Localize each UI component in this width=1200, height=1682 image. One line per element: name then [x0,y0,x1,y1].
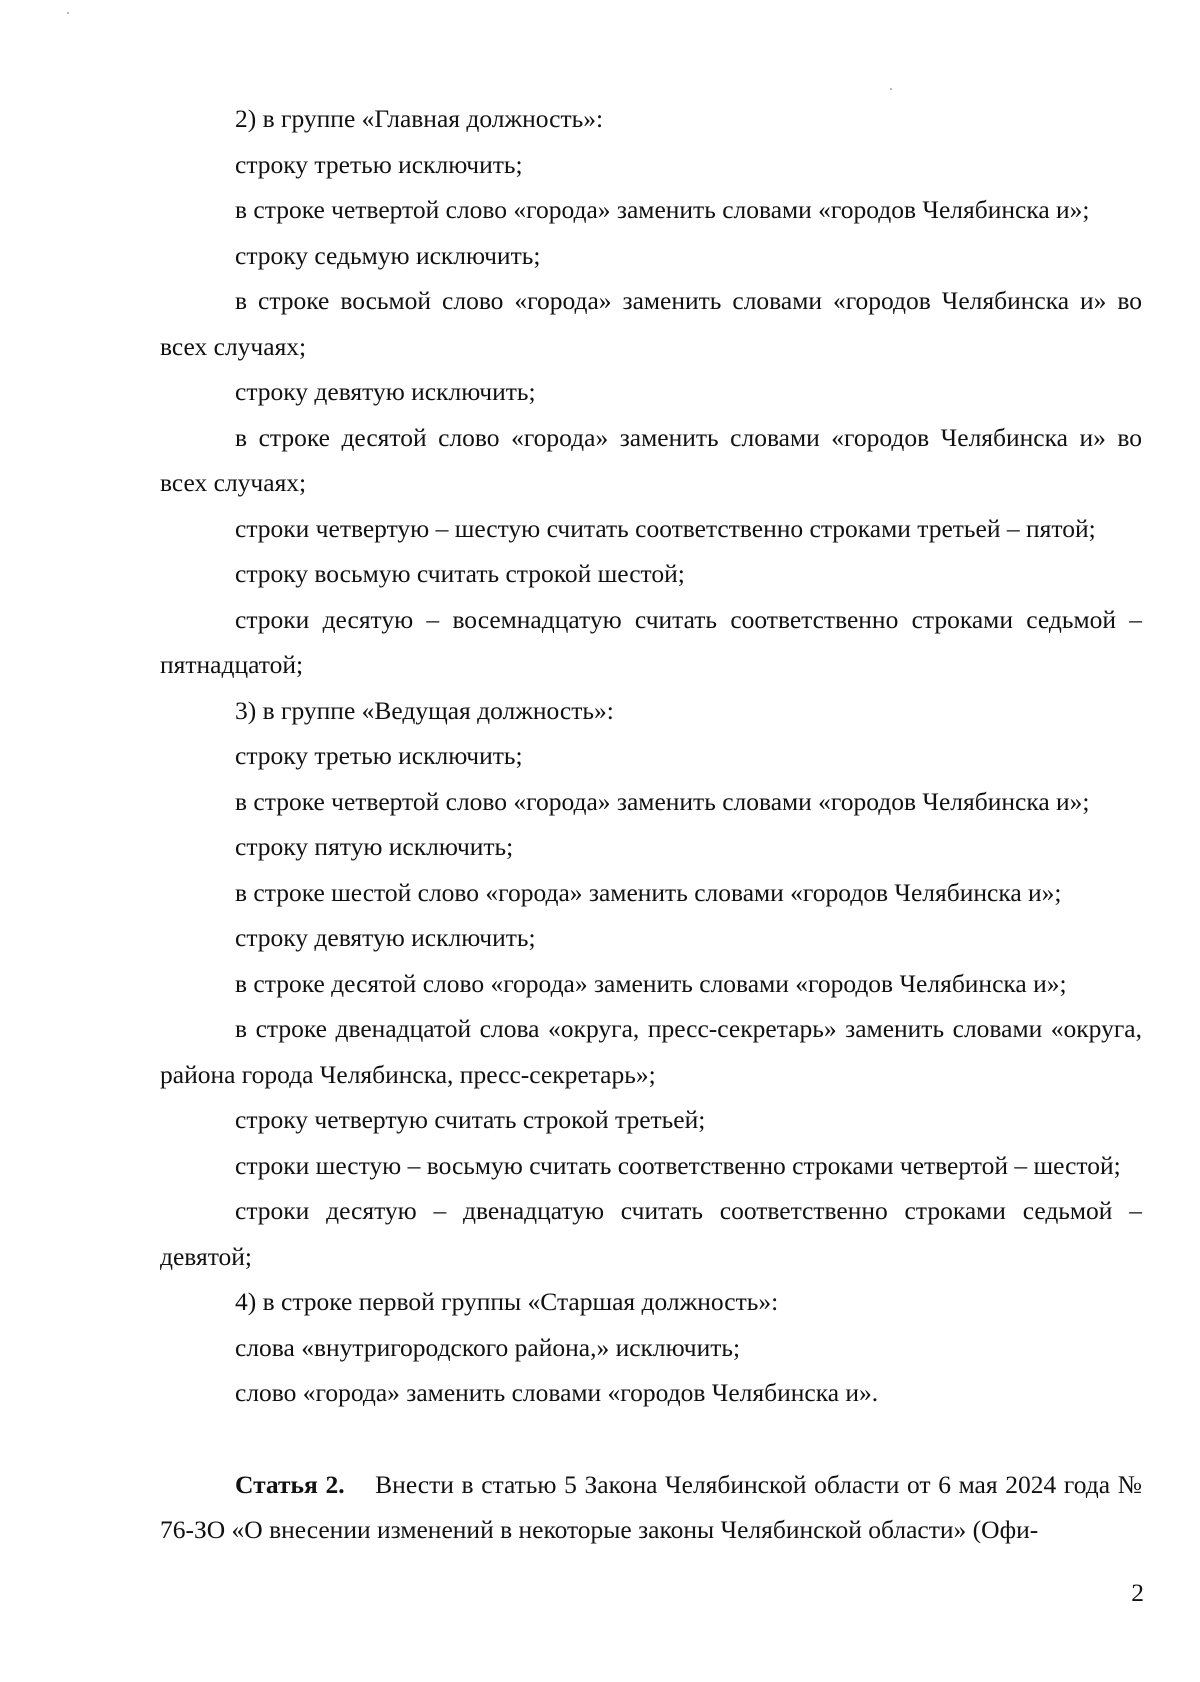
paragraph: строки шестую – восьмую считать соответственно строками четвертой – шестой; [235,1150,1121,1180]
scan-speck [890,88,892,90]
paragraph: в строке двенадцатой слова «округа, пресс-секретарь» заменить словами «округа, района города Челябинска, пресс-секретарь»; [160,1014,1142,1089]
paragraph: строку пятую исключить; [235,832,514,861]
paragraph: слова «внутригородского района,» исключить; [235,1332,741,1362]
page-number: 2 [1131,1578,1144,1607]
paragraph: строки десятую – восемнадцатую считать соответственно строками седьмой – пятнадцатой; [160,604,1142,679]
paragraph: строки четвертую – шестую считать соответственно строками третьей – пятой; [235,513,1096,543]
article-text: Внести в статью 5 Закона Челябинской области от 6 мая 2024 года № 76-ЗО «О внесении изменений в некоторые законы Челябинской области» (Офи- [160,1469,1142,1544]
paragraph: в строке десятой слово «города» заменить словами «городов Челябинска и»; [235,968,1067,998]
paragraph: строку восьмую считать строкой шестой; [235,559,685,588]
paragraph: 3) в группе «Ведущая должность»: [235,695,614,725]
article-label: Статья 2. [235,1469,345,1499]
paragraph: строку девятую исключить; [235,377,536,406]
paragraph: в строке восьмой слово «города» заменить словами «городов Челябинска и» во всех случаях; [160,286,1142,361]
paragraph-spacer [160,1416,1142,1462]
scan-speck [67,12,69,14]
paragraph: слово «города» заменить словами «городов Челябинска и». [235,1378,879,1407]
paragraph: строку четвертую считать строкой третьей; [235,1105,706,1134]
paragraph: в строке десятой слово «города» заменить словами «городов Челябинска и» во всех случаях; [160,422,1142,497]
paragraph: строку третью исключить; [235,149,523,179]
paragraph: строки десятую – двенадцатую считать соответственно строками седьмой – девятой; [160,1196,1142,1271]
article-2 [160,1462,1142,1553]
paragraph: в строке шестой слово «города» заменить словами «городов Челябинска и»; [235,877,1062,907]
article-paragraph [160,1462,1142,1553]
paragraph: строку девятую исключить; [235,923,536,952]
paragraph: 4) в строке первой группы «Старшая должность»: [235,1287,779,1316]
paragraph: в строке четвертой слово «города» заменить словами «городов Челябинска и»; [235,195,1090,224]
paragraph: строку третью исключить; [235,741,523,770]
paragraph: в строке четвертой слово «города» заменить словами «городов Челябинска и»; [235,786,1090,816]
paragraph: 2) в группе «Главная должность»: [235,104,604,133]
paragraph: строку седьмую исключить; [235,240,541,270]
document-body [160,96,1142,1553]
